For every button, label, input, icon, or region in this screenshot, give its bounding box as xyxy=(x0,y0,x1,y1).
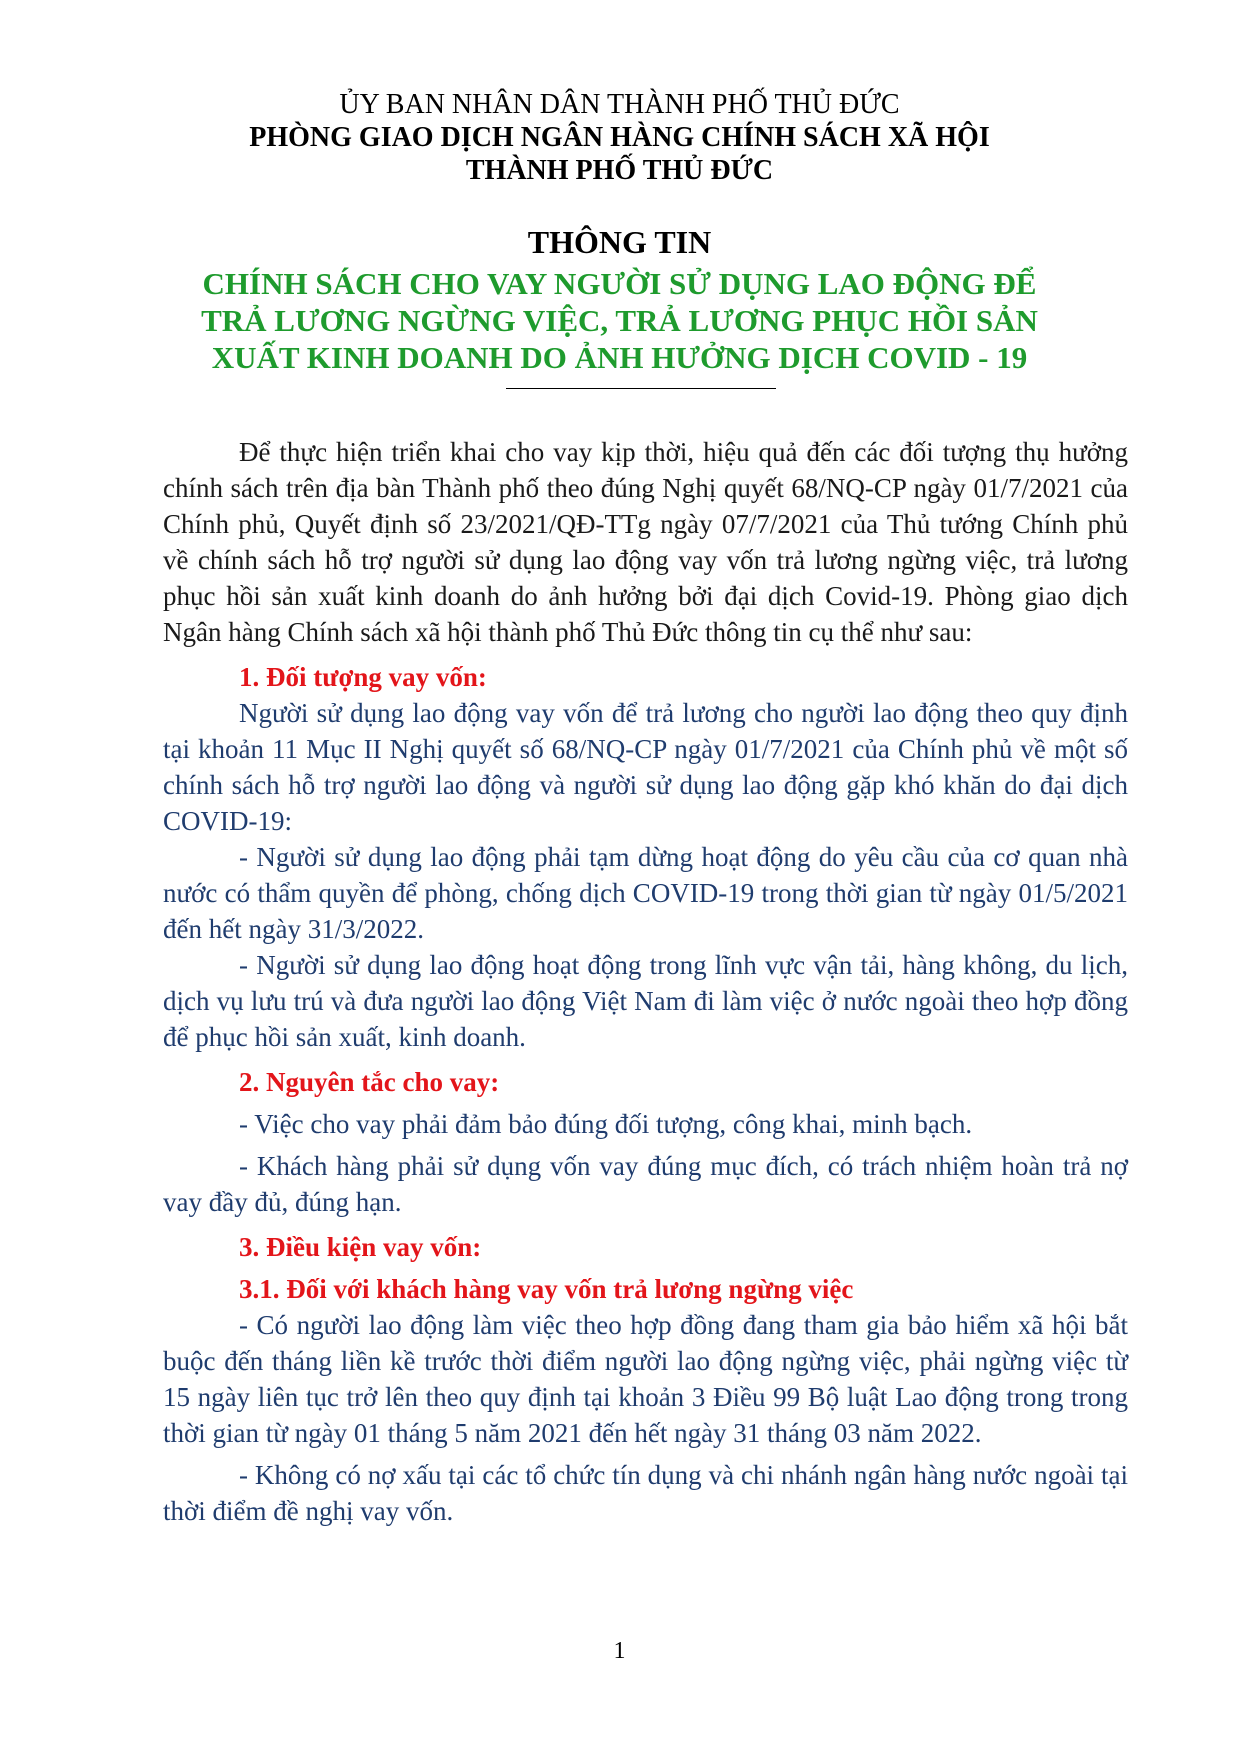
section-3-1-bullet-1: - Có người lao động làm việc theo hợp đồng đang tham gia bảo hiểm xã hội bắt buộc đến tháng liền kề trước thời điểm người lao động ngừng việc, phải ngừng việc từ 15 ngày liên tục trở lên theo quy định tại khoản 3 Điều 99 Bộ luật Lao động trong trong thời gian từ ngày 01 tháng 5 năm 2021 đến hết ngày 31 tháng 03 năm 2022. xyxy=(163,1310,1128,1448)
document-body xyxy=(163,434,1128,1529)
issuer-city: THÀNH PHỐ THỦ ĐỨC xyxy=(465,155,774,186)
subtitle-line-1: CHÍNH SÁCH CHO VAY NGƯỜI SỬ DỤNG LAO ĐỘNG ĐỂ xyxy=(202,266,1037,301)
document-header xyxy=(0,88,1239,187)
issuer-committee: ỦY BAN NHÂN DÂN THÀNH PHỐ THỦ ĐỨC xyxy=(339,89,900,120)
section-2-heading: 2. Nguyên tắc cho vay: xyxy=(239,1067,500,1097)
section-3-heading: 3. Điều kiện vay vốn: xyxy=(239,1232,482,1262)
issuer-office: PHÒNG GIAO DỊCH NGÂN HÀNG CHÍNH SÁCH XÃ HỘI xyxy=(249,122,990,153)
intro-paragraph: Để thực hiện triển khai cho vay kịp thời, hiệu quả đến các đối tượng thụ hưởng chính sách trên địa bàn Thành phố theo đúng Nghị quyết 68/NQ-CP ngày 01/7/2021 của Chính phủ, Quyết định số 23/2021/QĐ-TTg ngày 07/7/2021 của Thủ tướng Chính phủ về chính sách hỗ trợ người sử dụng lao động vay vốn trả lương ngừng việc, trả lương phục hồi sản xuất kinh doanh do ảnh hưởng bởi đại dịch Covid-19. Phòng giao dịch Ngân hàng Chính sách xã hội thành phố Thủ Đức thông tin cụ thể như sau: xyxy=(163,437,1128,647)
section-1-paragraph: Người sử dụng lao động vay vốn để trả lương cho người lao động theo quy định tại khoản 11 Mục II Nghị quyết số 68/NQ-CP ngày 01/7/2021 của Chính phủ về một số chính sách hỗ trợ người lao động và người sử dụng lao động gặp khó khăn do đại dịch COVID-19: xyxy=(163,698,1128,836)
section-1-bullet-2: - Người sử dụng lao động hoạt động trong lĩnh vực vận tải, hàng không, du lịch, dịch vụ lưu trú và đưa người lao động Việt Nam đi làm việc ở nước ngoài theo hợp đồng để phục hồi sản xuất, kinh doanh. xyxy=(163,950,1128,1052)
section-3-1-bullet-2: - Không có nợ xấu tại các tổ chức tín dụng và chi nhánh ngân hàng nước ngoài tại thời điểm đề nghị vay vốn. xyxy=(163,1460,1128,1526)
title-block xyxy=(0,223,1239,376)
subtitle-line-3: XUẤT KINH DOANH DO ẢNH HƯỞNG DỊCH COVID - 19 xyxy=(211,340,1028,375)
document-title: THÔNG TIN xyxy=(527,224,712,260)
section-1-heading: 1. Đối tượng vay vốn: xyxy=(239,662,487,692)
subtitle-line-2: TRẢ LƯƠNG NGỪNG VIỆC, TRẢ LƯƠNG PHỤC HỒI SẢN xyxy=(201,303,1038,338)
document-subtitle xyxy=(0,265,1239,376)
section-2-bullet-1: - Việc cho vay phải đảm bảo đúng đối tượng, công khai, minh bạch. xyxy=(239,1109,973,1139)
page-number: 1 xyxy=(613,1638,626,1664)
title-divider xyxy=(506,388,776,389)
section-3-1-heading: 3.1. Đối với khách hàng vay vốn trả lương ngừng việc xyxy=(239,1274,854,1304)
section-1-bullet-1: - Người sử dụng lao động phải tạm dừng hoạt động do yêu cầu của cơ quan nhà nước có thẩm quyền để phòng, chống dịch COVID-19 trong thời gian từ ngày 01/5/2021 đến hết ngày 31/3/2022. xyxy=(163,842,1128,944)
section-2-bullet-2: - Khách hàng phải sử dụng vốn vay đúng mục đích, có trách nhiệm hoàn trả nợ vay đầy đủ, đúng hạn. xyxy=(163,1151,1128,1217)
